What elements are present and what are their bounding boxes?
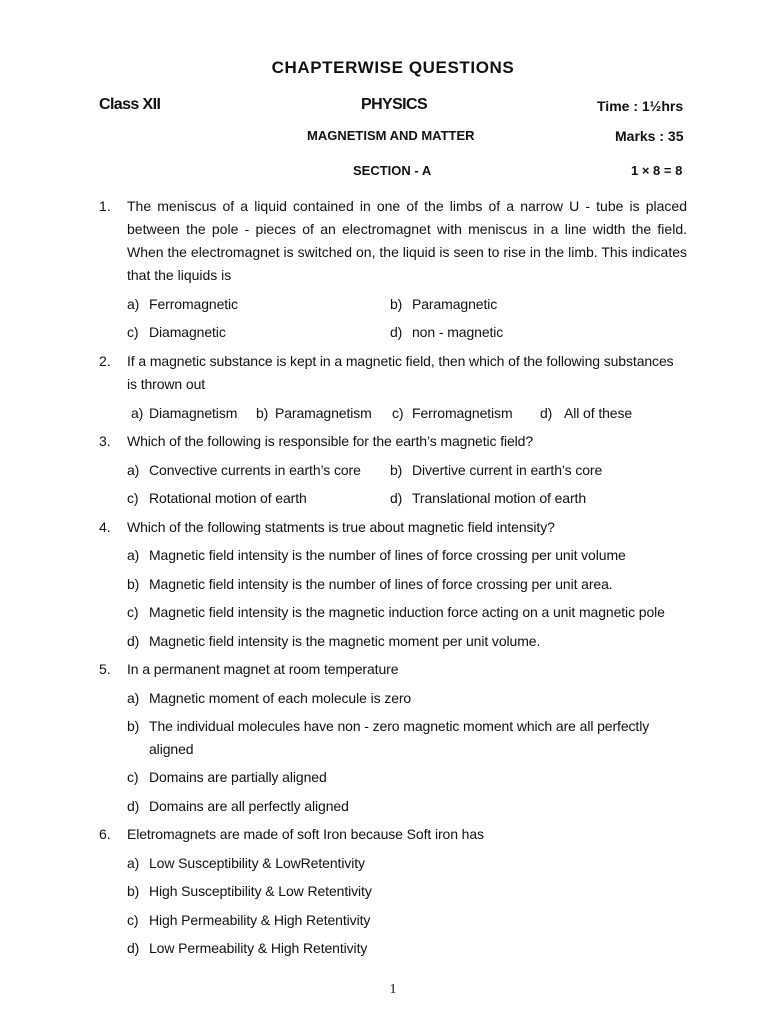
option-text: Magnetic field intensity is the magnetic induction force acting on a unit magnetic pole <box>149 604 665 620</box>
option-text: Domains are all perfectly aligned <box>149 798 349 814</box>
option-text: Ferromagnetism <box>412 405 513 421</box>
question-text: is thrown out <box>127 376 206 392</box>
option-label: c) <box>127 490 139 506</box>
option-text: Paramagnetic <box>412 296 498 312</box>
question-number: 6. <box>99 826 111 842</box>
option-text: non - magnetic <box>412 324 504 340</box>
subject-label: PHYSICS <box>361 96 428 113</box>
option-text: Convective currents in earth’s core <box>149 462 361 478</box>
option-text: Rotational motion of earth <box>149 490 307 506</box>
option-text: Magnetic field intensity is the number of lines of force crossing per unit area. <box>149 576 613 592</box>
option-label: b) <box>390 296 403 312</box>
question-text: In a permanent magnet at room temperature <box>127 661 399 677</box>
option-label: d) <box>540 405 553 421</box>
option-label: b) <box>390 462 403 478</box>
option-text: Low Permeability & High Retentivity <box>149 940 368 956</box>
option-label: c) <box>127 324 139 340</box>
option-label: a) <box>127 547 140 563</box>
question-text: Which of the following statments is true about magnetic field intensity? <box>127 519 555 535</box>
option-text: Domains are partially aligned <box>149 769 327 785</box>
option-label: c) <box>392 405 404 421</box>
option-label: d) <box>127 940 140 956</box>
option-label: c) <box>127 604 139 620</box>
question-text: The meniscus of a liquid contained in one of the limbs of a narrow U - tube is placed between the pole - pieces of an electromagnet with meniscus in a line width the field. When the electromagnet is switched on, the liquid is seen to rise in the limb. This indicates that the liquids is <box>127 198 687 283</box>
option-text-continued: aligned <box>149 741 194 757</box>
option-label: b) <box>127 883 140 899</box>
option-label: c) <box>127 912 139 928</box>
option-text: Magnetic field intensity is the number of lines of force crossing per unit volume <box>149 547 626 563</box>
class-label: Class XII <box>99 96 161 113</box>
document-title: CHAPTERWISE QUESTIONS <box>271 58 515 77</box>
option-label: d) <box>127 798 140 814</box>
question-text: Eletromagnets are made of soft Iron because Soft iron has <box>127 826 484 842</box>
chapter-title: MAGNETISM AND MATTER <box>307 128 475 143</box>
marks-label: Marks : 35 <box>615 128 684 144</box>
option-label: b) <box>127 576 140 592</box>
option-text: High Permeability & High Retentivity <box>149 912 371 928</box>
question-number: 3. <box>99 433 111 449</box>
question-text: Which of the following is responsible for the earth’s magnetic field? <box>127 433 534 449</box>
option-label: a) <box>131 405 144 421</box>
question-number: 1. <box>99 198 111 214</box>
question-number: 2. <box>99 353 111 369</box>
option-label: b) <box>127 718 140 734</box>
option-text: High Susceptibility & Low Retentivity <box>149 883 372 899</box>
option-text: Magnetic field intensity is the magnetic moment per unit volume. <box>149 633 541 649</box>
question-text: If a magnetic substance is kept in a magnetic field, then which of the following substances <box>127 353 674 369</box>
option-text: Diamagnetic <box>149 324 226 340</box>
option-text: Magnetic moment of each molecule is zero <box>149 690 412 706</box>
option-label: b) <box>256 405 269 421</box>
option-text: All of these <box>564 405 633 421</box>
option-label: d) <box>390 490 403 506</box>
option-label: d) <box>127 633 140 649</box>
question-number: 5. <box>99 661 111 677</box>
option-text: Paramagnetism <box>275 405 372 421</box>
option-label: a) <box>127 462 140 478</box>
option-text: Ferromagnetic <box>149 296 238 312</box>
option-text: Translational motion of earth <box>412 490 587 506</box>
option-text: The individual molecules have non - zero magnetic moment which are all perfectly <box>149 718 650 734</box>
section-heading: SECTION - A <box>353 163 432 178</box>
question-number: 4. <box>99 519 111 535</box>
marking-scheme: 1 × 8 = 8 <box>631 163 683 178</box>
option-label: a) <box>127 296 140 312</box>
option-text: Divertive current in earth’s core <box>412 462 603 478</box>
option-text: Diamagnetism <box>149 405 238 421</box>
option-text: Low Susceptibility & LowRetentivity <box>149 855 365 871</box>
option-label: d) <box>390 324 403 340</box>
option-label: a) <box>127 855 140 871</box>
option-label: c) <box>127 769 139 785</box>
option-label: a) <box>127 690 140 706</box>
page-number: 1 <box>389 982 397 997</box>
time-label: Time : 1½hrs <box>597 98 684 114</box>
